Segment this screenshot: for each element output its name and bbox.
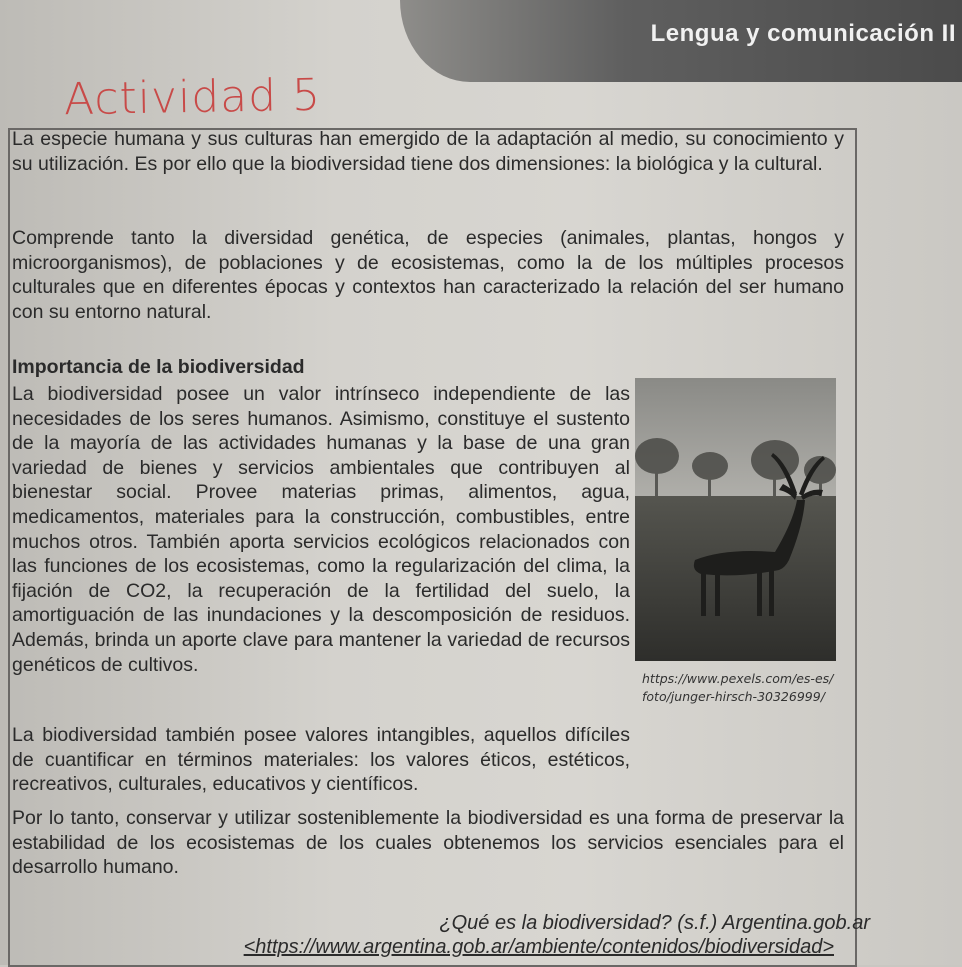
header-title: Lengua y comunicación II: [650, 20, 956, 47]
photo-caption-link[interactable]: https://www.pexels.com/es-es/foto/junger-hirsch-30326999/: [642, 671, 834, 704]
intangibles-paragraph: La biodiversidad también posee valores intangibles, aquellos difíciles de cuantificar en términos materiales: los valores éticos, estéticos, recreativos, culturales, educativos y científicos.: [12, 724, 630, 796]
comprende-paragraph: Comprende tanto la diversidad genética, de especies (animales, plantas, hongos y microorganismos), de poblaciones y de ecosistemas, como la de los múltiples procesos culturales que en diferentes épocas y contextos han caracterizado la relación del ser humano con su entorno natural.: [12, 227, 844, 323]
deer-photo-illustration: [635, 378, 836, 661]
section-heading: Importancia de la biodiversidad: [12, 356, 305, 378]
deer-photo: [635, 378, 836, 661]
source-citation: ¿Qué es la biodiversidad? (s.f.) Argentina.gob.ar: [439, 912, 870, 934]
importancia-paragraph: La biodiversidad posee un valor intrínseco independiente de las necesidades de los seres humanos. Asimismo, constituye el sustento de la mayoría de las actividades humanas y la base de una gran variedad de bienes y servicios ambientales que contribuyen al bienestar social. Provee materias primas, alimentos, agua, medicamentos, materiales para la construcción, combustibles, entre muchos otros. También aporta servicios ecológicos relacionados con las funciones de los ecosistemas, como la regularización del clima, la fijación de CO2, la recuperación de la fertilidad del suelo, la amortiguación de las inundaciones y la descomposición de residuos. Además, brinda un aporte clave para mantener la variedad de recursos genéticos de cultivos.: [12, 383, 630, 676]
intro-paragraph: La especie humana y sus culturas han emergido de la adaptación al medio, su conocimiento y su utilización. Es por ello que la biodiversidad tiene dos dimensiones: la biológica y la cultural.: [12, 128, 844, 175]
source-url-link[interactable]: <https://www.argentina.gob.ar/ambiente/contenidos/biodiversidad>: [243, 936, 834, 958]
activity-handwritten-label: Actividad 5: [63, 69, 322, 126]
header-band: [400, 0, 962, 82]
conservar-paragraph: Por lo tanto, conservar y utilizar sosteniblemente la biodiversidad es una forma de preservar la estabilidad de los ecosistemas de los cuales obtenemos los servicios esenciales para el desarrollo humano.: [12, 807, 844, 879]
